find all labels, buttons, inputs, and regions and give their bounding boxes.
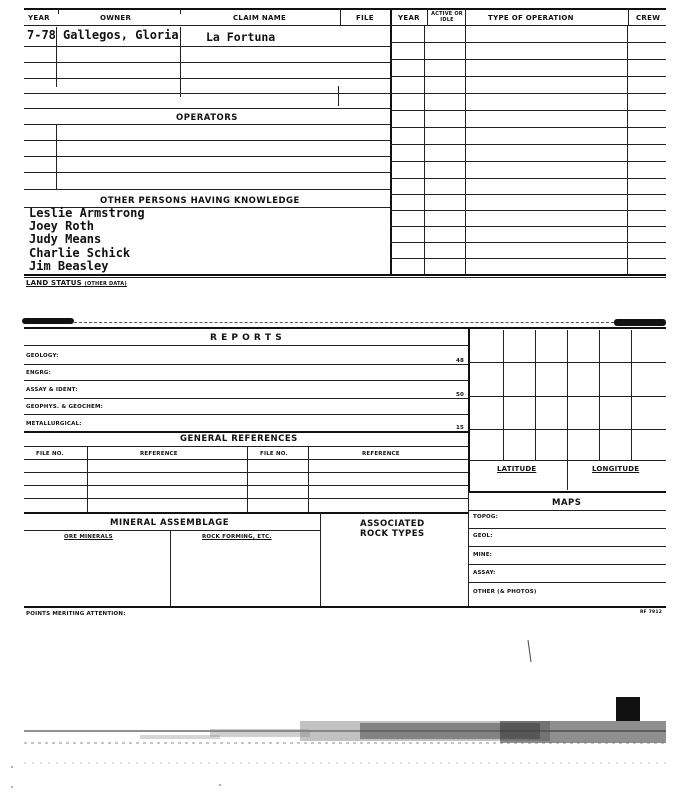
maps-topog: TOPOG: <box>473 514 499 520</box>
report-engrg: ENGRG: <box>26 370 52 376</box>
land-status-label: LAND STATUS (OTHER DATA) <box>26 279 127 287</box>
header-crew: CREW <box>636 14 661 22</box>
maps-geol: GEOL: <box>473 533 493 539</box>
header-year: YEAR <box>28 14 50 22</box>
longitude-label: LONGITUDE <box>592 465 640 473</box>
person-name: Joey Roth <box>29 219 95 233</box>
maps-title: MAPS <box>552 498 582 508</box>
maps-other: OTHER (& PHOTOS) <box>473 589 537 595</box>
scan-noise <box>0 715 678 809</box>
gr-header-reference-2: REFERENCE <box>362 451 400 457</box>
top-border <box>24 8 666 10</box>
header-year-2: YEAR <box>398 14 420 22</box>
latitude-label: LATITUDE <box>497 465 537 473</box>
report-metallurgical: METALLURGICAL: <box>26 421 82 427</box>
entry-owner: Gallegos, Gloria <box>63 28 179 42</box>
maps-mine: MINE: <box>473 552 493 558</box>
header-bottom-line <box>24 25 666 26</box>
gr-header-file-no: FILE NO. <box>36 451 64 457</box>
other-persons-title: OTHER PERSONS HAVING KNOWLEDGE <box>100 196 300 206</box>
person-name: Leslie Armstrong <box>29 206 145 220</box>
header-active-idle: ACTIVE OR IDLE <box>431 11 463 23</box>
margin-bar <box>614 319 666 326</box>
header-claim-name: CLAIM NAME <box>233 14 287 22</box>
gr-header-reference: REFERENCE <box>140 451 178 457</box>
associated-label: ASSOCIATED <box>360 519 425 529</box>
entry-claim-name: La Fortuna <box>206 30 276 44</box>
center-divider <box>390 8 392 274</box>
points-meriting-attention-label: POINTS MERITING ATTENTION: <box>26 611 126 617</box>
person-name: Charlie Schick <box>29 246 131 260</box>
entry-year: 7-78 <box>27 28 56 42</box>
report-geophys: GEOPHYS. & GEOCHEM: <box>26 404 104 410</box>
ore-minerals-label: ORE MINERALS <box>64 534 113 540</box>
person-name: Judy Means <box>29 232 102 246</box>
rock-forming-label: ROCK FORMING, ETC. <box>202 534 272 540</box>
person-name: Jim Beasley <box>29 259 109 273</box>
stray-mark <box>527 640 531 662</box>
gr-header-file-no-2: FILE NO. <box>260 451 288 457</box>
reports-title: R E P O R T S <box>210 333 283 343</box>
form-number: RF 7912 <box>640 610 663 615</box>
header-file: FILE <box>356 14 374 22</box>
header-type-of-operation: TYPE OF OPERATION <box>488 14 574 22</box>
report-geology: GEOLOGY: <box>26 353 59 359</box>
operators-title: OPERATORS <box>176 113 238 123</box>
rock-types-label: ROCK TYPES <box>360 529 425 539</box>
general-references-title: GENERAL REFERENCES <box>180 434 298 444</box>
mineral-assemblage-title: MINERAL ASSEMBLAGE <box>110 518 230 528</box>
header-owner: OWNER <box>100 14 132 22</box>
maps-assay: ASSAY: <box>473 570 496 576</box>
margin-bar <box>22 318 74 324</box>
report-assay: ASSAY & IDENT: <box>26 387 78 393</box>
claim-form-page: YEAR OWNER CLAIM NAME FILE YEAR ACTIVE OR IDLE TYPE OF OPERATION CREW 7-78 Gallegos, Gloria La Fortuna OPERATORS OTHER PERSONS HAVING KNOWLEDGE Leslie Armstrong Joey Roth Judy Means Charlie Schick Jim Beasley LAND STATUS (OTHER DATA) R E P O R T S GEOLOGY: 48 ENGRG: ASSAY & IDENT: 50 GEOPHYS. & GEOCHEM: METALLURGICAL: 15 GENERAL REFERENCES FILE NO. REFERENCE FILE NO. REFERENCE LATITUDE LONGITUDE MAPS TOPOG: GEOL: MINE: ASSAY: OTHER (& PHOTOS) MINERAL ASSEMBLAGE ORE MINERALS ROCK FORMING, ETC. ASSOCIATED ROCK TYPES POINTS MERITING ATTENTION: RF 7912 <box>0 0 678 809</box>
